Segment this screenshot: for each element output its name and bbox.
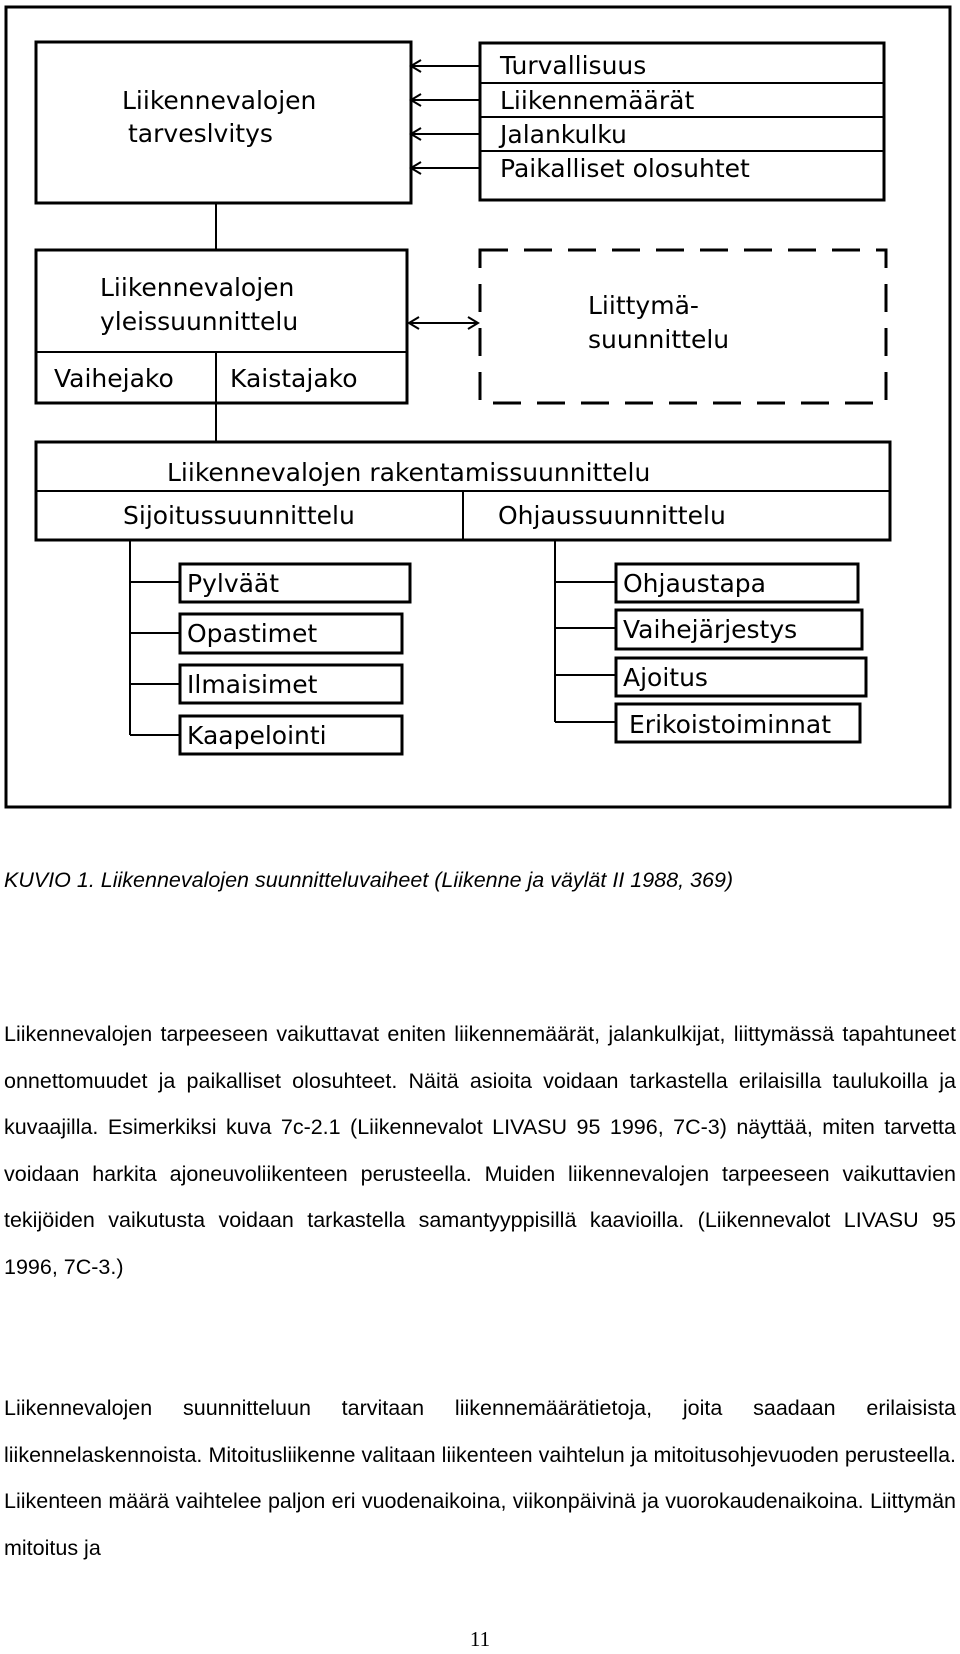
liittyma-line2: suunnittelu bbox=[588, 325, 730, 354]
right-item-ajoitus: Ajoitus bbox=[623, 663, 708, 692]
left-item-pylvaat: Pylväät bbox=[187, 569, 280, 598]
factor-jalankulku: Jalankulku bbox=[500, 120, 627, 149]
yleissuunnittelu-kaistajako: Kaistajako bbox=[230, 364, 358, 393]
page-number: 11 bbox=[469, 1627, 491, 1651]
rakentamis-sijoitus: Sijoitussuunnittelu bbox=[123, 501, 355, 530]
yleissuunnittelu-line2: yleissuunnittelu bbox=[100, 307, 299, 336]
figure-caption: KUVIO 1. Liikennevalojen suunnitteluvaiheet (Liikenne ja väylät II 1988, 369) bbox=[4, 868, 734, 892]
factor-liikennemaarat: Liikennemäärät bbox=[500, 86, 695, 115]
right-item-erikoistoiminnat: Erikoistoiminnat bbox=[629, 710, 832, 739]
tarveselvitys-line1: Liikennevalojen bbox=[122, 86, 317, 115]
right-item-ohjaustapa: Ohjaustapa bbox=[623, 569, 766, 598]
left-tree-lines bbox=[130, 540, 180, 735]
factor-turvallisuus: Turvallisuus bbox=[500, 51, 647, 80]
yleissuunnittelu-line1: Liikennevalojen bbox=[100, 273, 295, 302]
body-paragraph-1: Liikennevalojen tarpeeseen vaikuttavat eniten liikennemäärät, jalankulkijat, liittymässä tapahtuneet onnettomuudet ja paikalliset olosuhteet. Näitä asioita voidaan tarkastella erilaisilla taulukoilla ja kuvaajilla. Esimerkiksi kuva 7c-2.1 (Liikennevalot LIVASU 95 1996, 7C-3) näyttää, miten tarvetta voidaan harkita ajoneuvoliikenteen perusteella. Muiden liikennevalojen tarpeeseen vaikuttavien tekijöiden vaikutusta voidaan tarkastella samantyyppisillä kaavioilla. (Liikennevalot LIVASU 95 1996, 7C-3.) bbox=[4, 1022, 956, 1279]
tarveselvitys-line2: tarveslvitys bbox=[128, 119, 273, 148]
rakentamis-ohjaus: Ohjaussuunnittelu bbox=[498, 501, 726, 530]
liittyma-line1: Liittymä- bbox=[588, 291, 699, 320]
factor-paikalliset-olosuhtet: Paikalliset olosuhtet bbox=[500, 154, 750, 183]
left-item-opastimet: Opastimet bbox=[187, 619, 318, 648]
right-tree-lines bbox=[555, 540, 616, 722]
body-paragraph-2: Liikennevalojen suunnitteluun tarvitaan liikennemäärätietoja, joita saadaan erilaisista liikennelaskennoista. Mitoitusliikenne valitaan liikenteen vaihtelun ja mitoitusohjevuoden perusteella. Liikenteen määrä vaihtelee paljon eri vuodenaikoina, viikonpäivinä ja vuorokaudenaikoina. Liittymän mitoitus ja bbox=[4, 1396, 956, 1560]
rakentamis-title: Liikennevalojen rakentamissuunnittelu bbox=[167, 458, 651, 487]
left-item-kaapelointi: Kaapelointi bbox=[187, 721, 327, 750]
yleissuunnittelu-vaihejako: Vaihejako bbox=[54, 364, 174, 393]
factor-arrows bbox=[411, 60, 480, 174]
planning-phases-diagram bbox=[0, 0, 960, 820]
double-arrow bbox=[409, 317, 478, 329]
right-item-vaihejarjestys: Vaihejärjestys bbox=[623, 615, 798, 644]
left-item-ilmaisimet: Ilmaisimet bbox=[187, 670, 318, 699]
